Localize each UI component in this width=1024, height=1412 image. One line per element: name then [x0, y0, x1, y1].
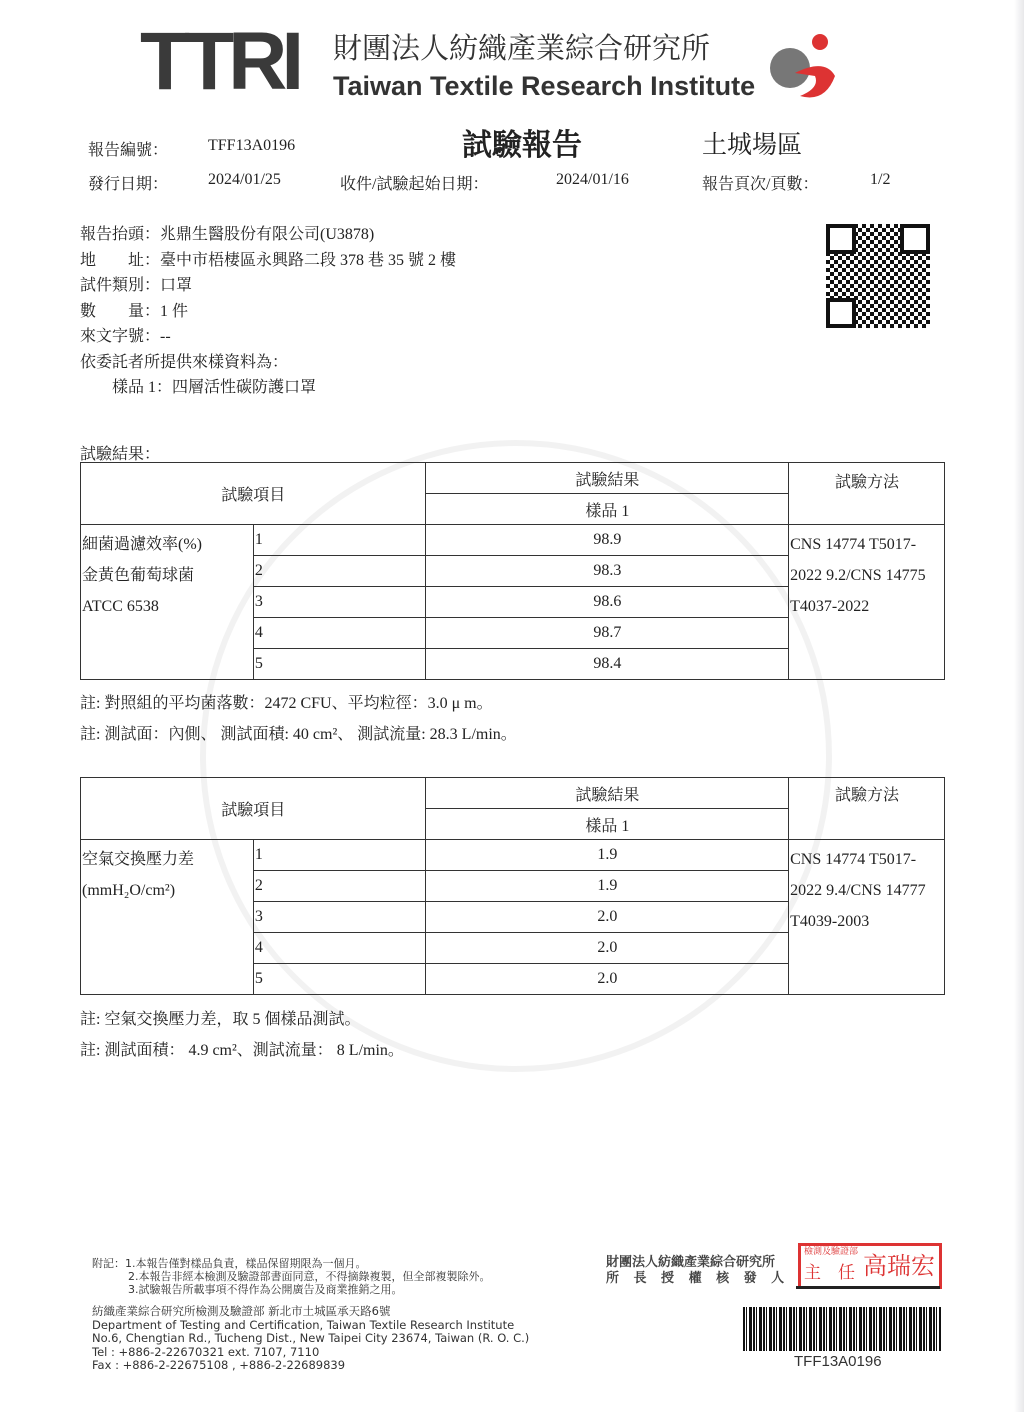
row-number: 3 — [253, 902, 425, 933]
report-title: 試驗報告 — [462, 128, 582, 163]
reference-no: 來文字號：-- — [80, 328, 171, 345]
ttri-logo-icon — [765, 28, 840, 100]
quantity: 數 量：1 件 — [80, 302, 189, 320]
header-method: 試驗方法 — [789, 463, 945, 525]
sample-name: 樣品 1：四層活性碳防護口罩 — [112, 379, 317, 396]
item-cell: 細菌過濾效率(%) 金黃色葡萄球菌 ATCC 6538 — [81, 525, 254, 680]
header-method: 試驗方法 — [789, 778, 945, 840]
result-value: 1.9 — [425, 840, 788, 871]
results-table-pressure — [80, 777, 945, 995]
row-number: 4 — [253, 618, 425, 649]
barcode-text: TFF13A0196 — [794, 1353, 882, 1370]
row-number: 5 — [253, 964, 425, 995]
received-label: 收件/試驗起始日期： — [340, 176, 489, 193]
remarks: 附記：1.本報告僅對樣品負責，樣品保留期限為一個月。 2.本報告非經本檢測及驗證部書面同意，不得摘錄複製，但全部複製除外。 3.試驗報告所載事項不得作為公開廣告及商業推銷之用。 — [92, 1257, 491, 1296]
pages-label: 報告頁次/頁數： — [702, 176, 819, 193]
lab-address: 紡織產業綜合研究所檢測及驗證部 新北市土城區承天路6號 Department of Testing and Certification, Taiwan Textile Research Institute No.6, Chengtian Rd., Tucheng Dist., New Taipei City 23674, Taiwan (R. O. C.) Tel : +886-2-22670321 ext. 7107, 7110 Fax : +886-2-22675108 , +886-2-22689839 — [92, 1304, 530, 1372]
result-value: 2.0 — [425, 933, 788, 964]
result-value: 2.0 — [425, 902, 788, 933]
signer: 財團法人紡織產業綜合研究所 所 長 授 權 核 發 人 — [606, 1255, 790, 1286]
header-result: 試驗結果 — [425, 778, 788, 809]
row-number: 5 — [253, 649, 425, 680]
header-result: 試驗結果 — [425, 463, 789, 494]
signature-line — [796, 1286, 940, 1289]
item-cell: 空氣交換壓力差 (mmH₂O/cm²) — [81, 840, 254, 995]
row-number: 3 — [253, 587, 425, 618]
header-item: 試驗項目 — [81, 463, 426, 525]
client-title: 報告抬頭：兆鼎生醫股份有限公司(U3878) — [80, 226, 375, 243]
client-address: 地 址：臺中市梧棲區永興路二段 378 巷 35 號 2 樓 — [80, 251, 457, 269]
note: 註: 測試面：內側、 測試面積: 40 cm²、 測試流量: 28.3 L/min。 — [80, 726, 517, 743]
result-value: 98.4 — [425, 649, 789, 680]
pages: 1/2 — [870, 171, 891, 188]
issue-date: 2024/01/25 — [208, 171, 281, 188]
received-date: 2024/01/16 — [556, 171, 629, 188]
client-info — [80, 222, 456, 401]
barcode — [743, 1307, 941, 1351]
report-no-label: 報告編號： — [88, 142, 169, 159]
method-cell: CNS 14774 T5017- 2022 9.4/CNS 14777 T4039-2003 — [789, 840, 945, 995]
result-value: 98.9 — [425, 525, 789, 556]
sample-type: 試件類別：口罩 — [80, 277, 193, 294]
site-name: 土城場區 — [702, 130, 803, 159]
row-number: 2 — [253, 871, 425, 902]
header-sample: 樣品 1 — [425, 809, 788, 840]
result-value: 1.9 — [425, 871, 788, 902]
sample-info-label: 依委託者所提供來樣資料為： — [80, 353, 289, 371]
result-value: 2.0 — [425, 964, 788, 995]
note: 註: 空氣交換壓力差，取 5 個樣品測試。 — [80, 1011, 361, 1028]
method-cell: CNS 14774 T5017- 2022 9.2/CNS 14775 T4037-2022 — [789, 525, 945, 680]
results-table-bfe — [80, 462, 945, 680]
row-number: 2 — [253, 556, 425, 587]
note: 註: 對照組的平均菌落數：2472 CFU、平均粒徑：3.0 μ m。 — [80, 695, 493, 712]
logo-mark: TTRI — [140, 16, 299, 107]
signature-stamp: 檢測及驗證部 主 任 高瑞宏 — [798, 1243, 942, 1289]
issue-date-label: 發行日期： — [88, 176, 169, 193]
qr-code — [826, 224, 930, 328]
row-number: 1 — [253, 525, 425, 556]
result-value: 98.7 — [425, 618, 789, 649]
report-no: TFF13A0196 — [208, 137, 296, 154]
row-number: 1 — [253, 840, 425, 871]
page-edge — [1014, 0, 1024, 1412]
header-sample: 樣品 1 — [425, 494, 789, 525]
result-value: 98.6 — [425, 587, 789, 618]
result-value: 98.3 — [425, 556, 789, 587]
row-number: 4 — [253, 933, 425, 964]
header-item: 試驗項目 — [81, 778, 426, 840]
logo-chinese: 財團法人紡織產業綜合研究所 — [333, 31, 711, 65]
results-label: 試驗結果： — [80, 446, 161, 463]
logo-english: Taiwan Textile Research Institute — [333, 71, 756, 101]
note: 註: 測試面積： 4.9 cm²、測試流量： 8 L/min。 — [80, 1042, 404, 1059]
